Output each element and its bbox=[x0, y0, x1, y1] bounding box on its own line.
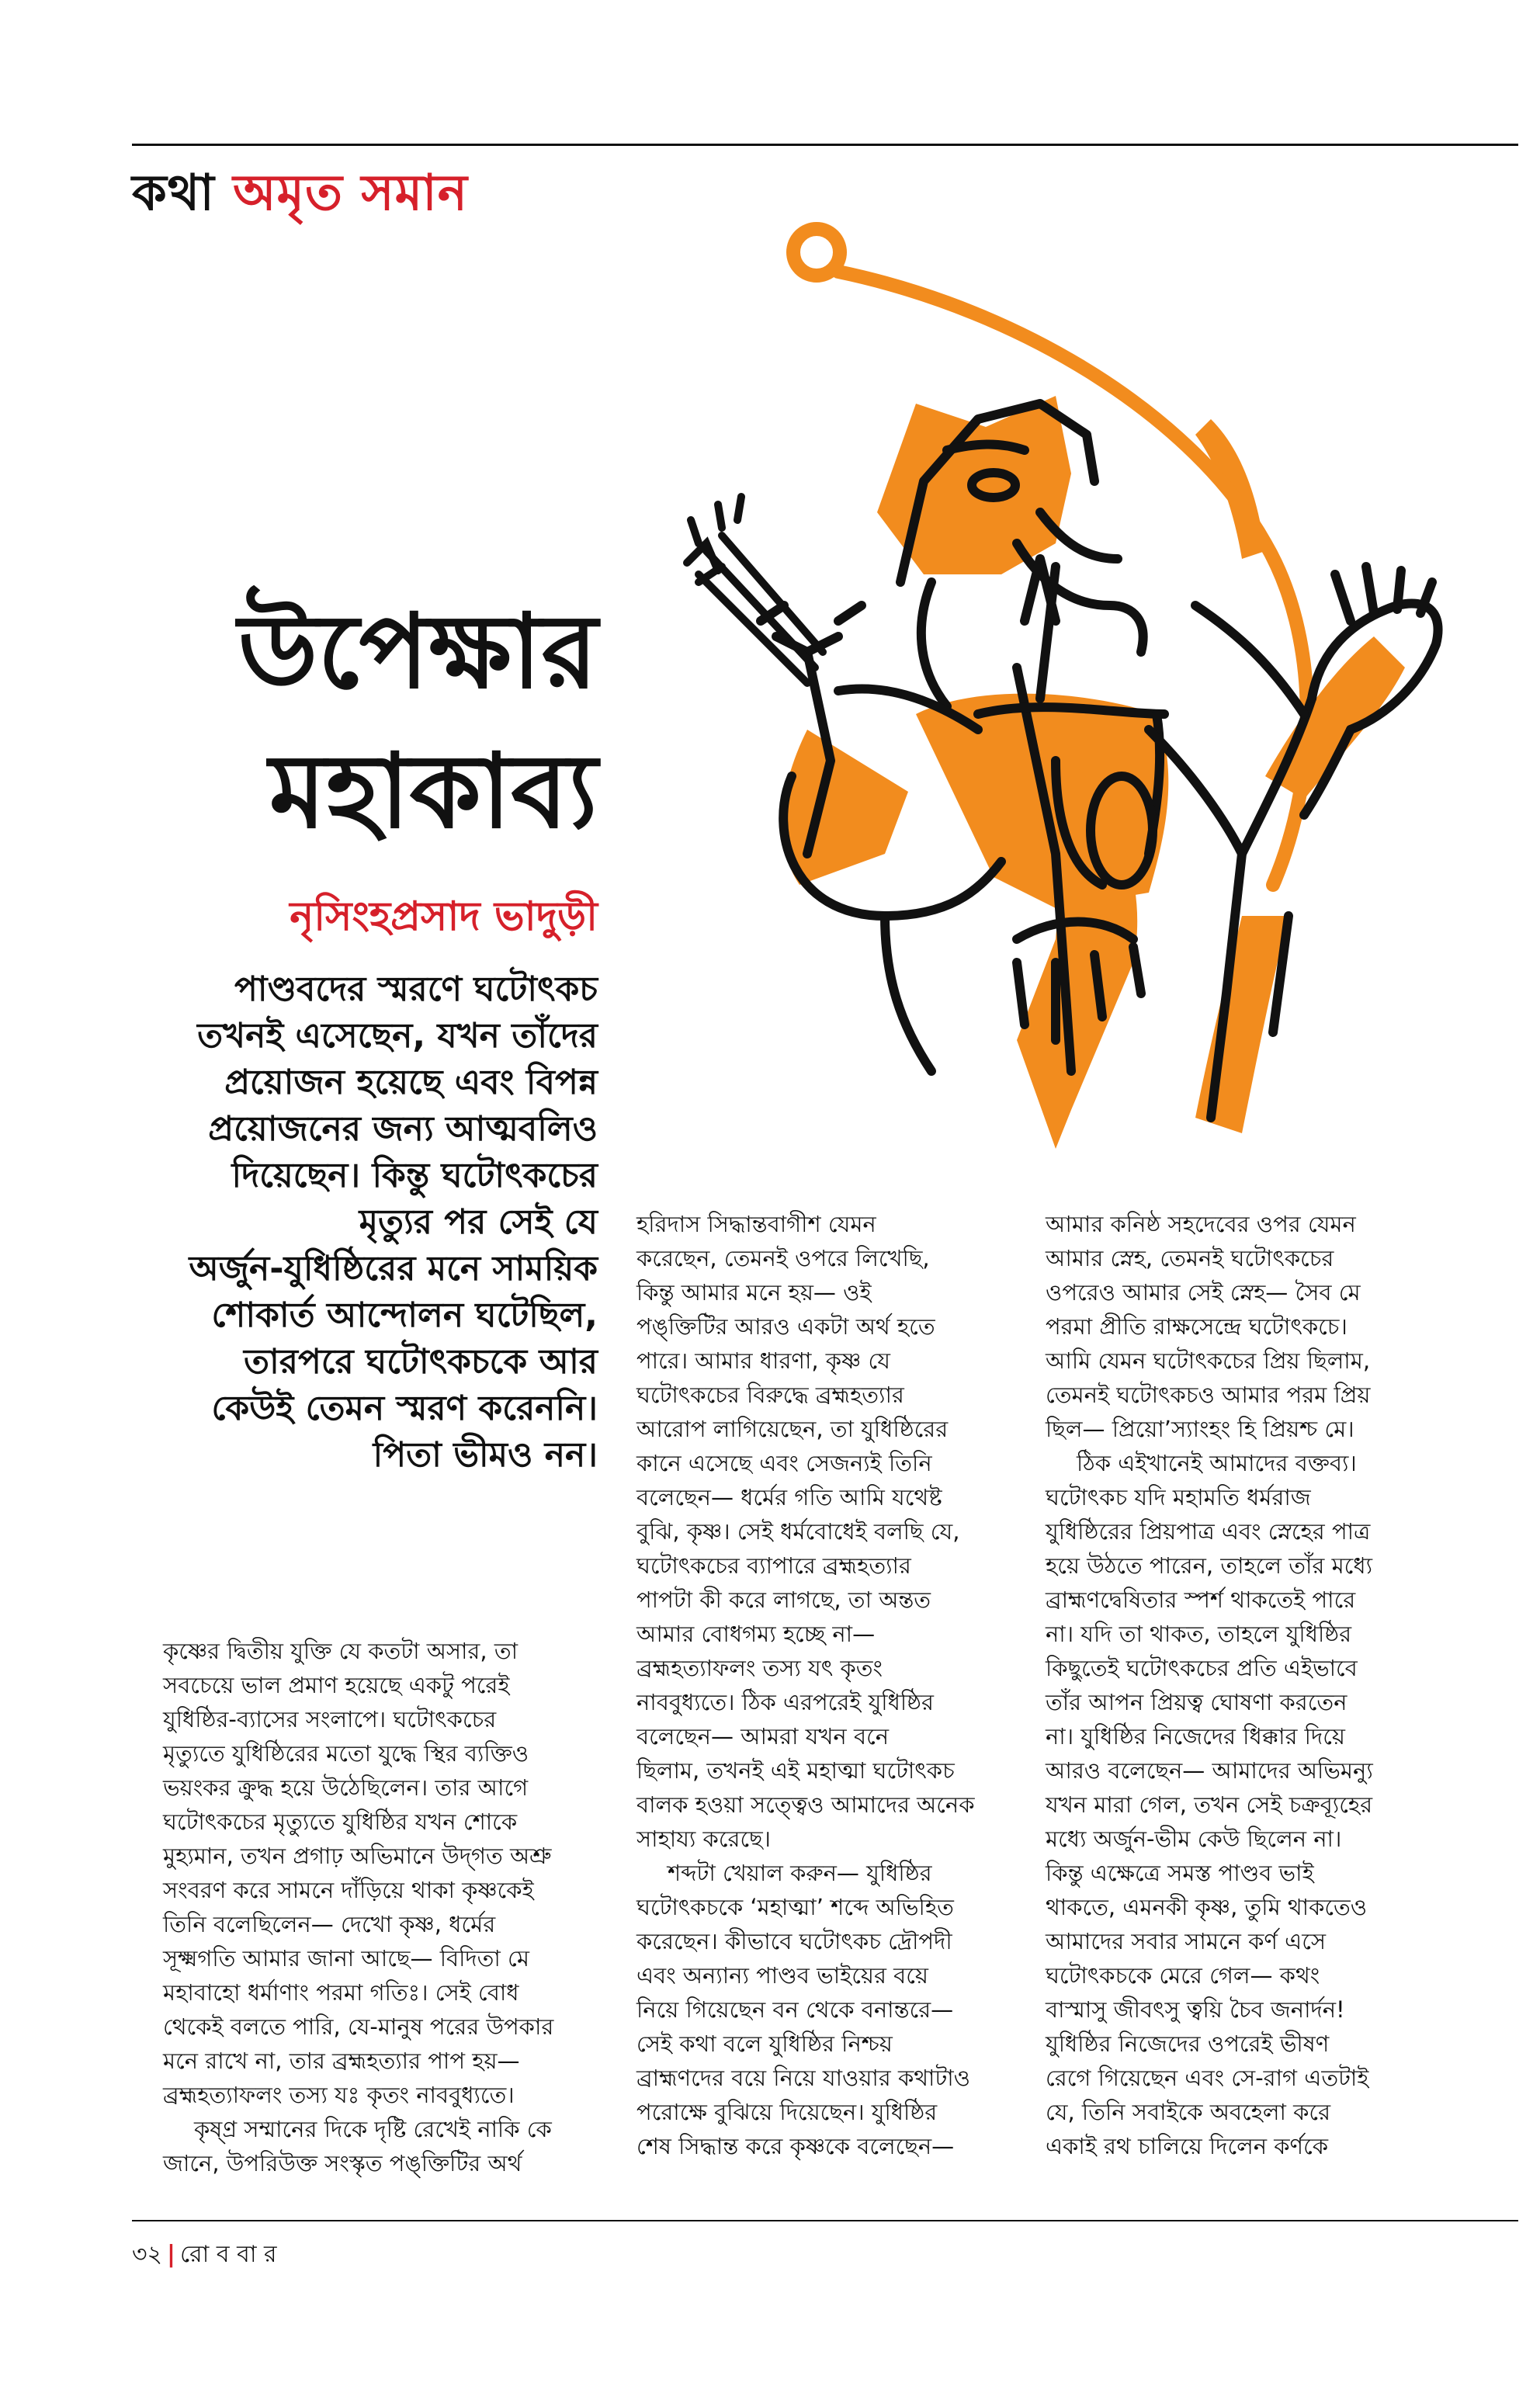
footer-separator: | bbox=[167, 2241, 175, 2268]
body-line: আমাদের সবার সামনে কর্ণ এসে bbox=[1046, 1928, 1327, 1954]
section-label-part1: কথা bbox=[132, 165, 215, 222]
body-line: বাস্মাসু জীবৎসু ত্বয়ি চৈব জনার্দন! bbox=[1046, 1996, 1345, 2023]
headline-line1: উপেক্ষার bbox=[238, 591, 598, 712]
intro-standfirst bbox=[132, 966, 598, 1479]
body-line: যুধিষ্ঠির নিজেদের ওপরেই ভীষণ bbox=[1046, 2031, 1330, 2057]
body-line: বালক হওয়া সত্ত্বেও আমাদের অনেক bbox=[636, 1791, 975, 1818]
section-label bbox=[132, 155, 468, 238]
body-line: তিনি বলেছিলেন— দেখো কৃষ্ণ, ধর্মের bbox=[163, 1911, 496, 1937]
body-line: ব্রাহ্মণদ্বেষিতার স্পর্শ থাকতেই পারে bbox=[1046, 1587, 1356, 1613]
body-line: মৃত্যুতে যুধিষ্ঠিরের মতো যুদ্ধে স্থির ব্যক্তিও bbox=[163, 1740, 529, 1767]
body-line: কানে এসেছে এবং সেজন্যই তিনি bbox=[636, 1450, 932, 1476]
body-line: সংবরণ করে সামনে দাঁড়িয়ে থাকা কৃষ্ণকেই bbox=[163, 1877, 534, 1903]
magazine-name: রো ব বা র bbox=[179, 2241, 277, 2268]
body-line: করেছেন, তেমনই ওপরে লিখেছি, bbox=[636, 1245, 930, 1271]
body-line: মুহ্যমান, তখন প্রগাঢ় অভিমানে উদ্‌গত অশ্রু bbox=[163, 1843, 552, 1869]
body-line: যুধিষ্ঠির-ব্যাসের সংলাপে। ঘটোৎকচের bbox=[163, 1706, 497, 1732]
body-line: ব্রহ্মহত্যাফলং তস্য যঃ কৃতং নাববুধ্যতে। bbox=[163, 2082, 515, 2108]
body-line: পারে। আমার ধারণা, কৃষ্ণ যে bbox=[636, 1347, 890, 1374]
body-line: বলেছেন— ধর্মের গতি আমি যথেষ্ট bbox=[636, 1484, 942, 1510]
body-line: ছিলাম, তখনই এই মহাত্মা ঘটোৎকচ bbox=[636, 1757, 955, 1784]
body-line: পঙ্‌ক্তিটির আরও একটা অর্থ হতে bbox=[636, 1313, 935, 1340]
body-line: আরোপ লাগিয়েছেন, তা যুধিষ্ঠিরের bbox=[636, 1416, 949, 1442]
body-line: আমার স্নেহ, তেমনই ঘটোৎকচের bbox=[1046, 1245, 1334, 1271]
body-line: ঘটোৎকচের ব্যাপারে ব্রহ্মহত্যার bbox=[636, 1552, 911, 1579]
body-column-3 bbox=[1046, 1207, 1465, 2163]
body-line: মহাবাহো ধর্মাণাং পরমা গতিঃ। সেই বোধ bbox=[163, 1979, 519, 2006]
body-line: ঘটোৎকচের মৃত্যুতে যুধিষ্ঠির যখন শোকে bbox=[163, 1809, 518, 1835]
body-line: বুঝি, কৃষ্ণ। সেই ধর্মবোধেই বলছি যে, bbox=[636, 1518, 960, 1545]
body-line: হরিদাস সিদ্ধান্তবাগীশ যেমন bbox=[636, 1211, 876, 1237]
body-column-1 bbox=[163, 1634, 594, 2180]
body-line: কিন্তু আমার মনে হয়— ওই bbox=[636, 1279, 872, 1306]
intro-line: মৃত্যুর পর সেই যে bbox=[359, 1202, 598, 1242]
body-line: আমি যেমন ঘটোৎকচের প্রিয় ছিলাম, bbox=[1046, 1347, 1371, 1374]
body-line: রেগে গিয়েছেন এবং সে-রাগ এতটাই bbox=[1046, 2065, 1369, 2091]
body-line: আমার বোধগম্য হচ্ছে না— bbox=[636, 1621, 876, 1647]
intro-line: তখনই এসেছেন, যখন তাঁদের bbox=[197, 1016, 598, 1056]
body-column-2 bbox=[636, 1207, 1009, 2163]
intro-line: তারপরে ঘটোৎকচকে আর bbox=[244, 1342, 598, 1382]
body-line: কৃষ্ণ্র সম্মানের দিকে দৃষ্টি রেখেই নাকি কে bbox=[194, 2116, 552, 2142]
body-line: পরোক্ষে বুঝিয়ে দিয়েছেন। যুধিষ্ঠির bbox=[636, 2099, 938, 2125]
body-line: তেমনই ঘটোৎকচও আমার পরম প্রিয় bbox=[1046, 1382, 1371, 1408]
body-line: ঘটোৎকচকে ‘মহাত্মা’ শব্দে অভিহিত bbox=[636, 1894, 954, 1920]
body-line: পরমা প্রীতি রাক্ষসেন্দ্রে ঘটোৎকচে। bbox=[1046, 1313, 1348, 1340]
body-line: আরও বলেছেন— আমাদের অভিমন্যু bbox=[1046, 1757, 1373, 1784]
intro-line: কেউই তেমন স্মরণ করেননি। bbox=[211, 1389, 598, 1428]
body-line: ছিল— প্রিয়ো’স্যাংহং হি প্রিয়শ্চ মে। bbox=[1046, 1416, 1354, 1442]
page-number: ৩২ bbox=[132, 2241, 163, 2268]
body-line: ওপরেও আমার সেই স্নেহ— সৈব মে bbox=[1046, 1279, 1361, 1306]
body-line: ঠিক এইখানেই আমাদের বক্তব্য। bbox=[1077, 1450, 1357, 1476]
body-line: ব্রাহ্মণদের বয়ে নিয়ে যাওয়ার কথাটাও bbox=[636, 2065, 971, 2091]
body-line: জানে, উপরিউক্ত সংস্কৃত পঙ্‌ক্তিটির অর্থ bbox=[163, 2150, 522, 2176]
body-line: নিয়ে গিয়েছেন বন থেকে বনান্তরে— bbox=[636, 1996, 954, 2023]
body-line: যুধিষ্ঠিরের প্রিয়পাত্র এবং স্নেহের পাত্র bbox=[1046, 1518, 1371, 1545]
body-line: একাই রথ চালিয়ে দিলেন কর্ণকে bbox=[1046, 2133, 1329, 2159]
intro-line: দিয়েছেন। কিন্তু ঘটোৎকচের bbox=[231, 1156, 598, 1195]
archer-warrior-illustration bbox=[652, 217, 1490, 1188]
body-line: না। যদি তা থাকত, তাহলে যুধিষ্ঠির bbox=[1046, 1621, 1352, 1647]
body-line: সেই কথা বলে যুধিষ্ঠির নিশ্চয় bbox=[636, 2031, 893, 2057]
intro-line: পাণ্ডবদের স্মরণে ঘটোৎকচ bbox=[234, 969, 598, 1009]
top-rule bbox=[132, 144, 1518, 146]
body-line: ভয়ংকর ক্রুদ্ধ হয়ে উঠেছিলেন। তার আগে bbox=[163, 1774, 529, 1801]
page-footer bbox=[132, 2235, 277, 2275]
body-line: হয়ে উঠতে পারেন, তাহলে তাঁর মধ্যে bbox=[1046, 1552, 1372, 1579]
body-line: তাঁর আপন প্রিয়ত্ব ঘোষণা করতেন bbox=[1046, 1689, 1348, 1715]
body-line: পাপটা কী করে লাগছে, তা অন্তত bbox=[636, 1587, 931, 1613]
body-line: থেকেই বলতে পারি, যে-মানুষ পরের উপকার bbox=[163, 2013, 554, 2040]
body-line: নাববুধ্যতে। ঠিক এরপরেই যুধিষ্ঠির bbox=[636, 1689, 934, 1715]
section-label-part2: অমৃত সমান bbox=[233, 165, 468, 222]
body-line: সাহায্য করেছে। bbox=[636, 1826, 772, 1852]
body-line: মনে রাখে না, তার ব্রহ্মহত্যার পাপ হয়— bbox=[163, 2048, 520, 2074]
author-name: নৃসিংহপ্রসাদ ভাদুড়ী bbox=[290, 893, 598, 940]
headline-line2: মহাকাব্য bbox=[269, 731, 598, 851]
intro-line: প্রয়োজনের জন্য আত্মবলিও bbox=[208, 1109, 598, 1149]
body-line: ঘটোৎকচের বিরুদ্ধে ব্রহ্মহত্যার bbox=[636, 1382, 904, 1408]
body-line: মধ্যে অর্জুন-ভীম কেউ ছিলেন না। bbox=[1046, 1826, 1342, 1852]
bottom-rule bbox=[132, 2220, 1518, 2221]
body-line: ঘটোৎকচ যদি মহামতি ধর্মরাজ bbox=[1046, 1484, 1311, 1510]
body-line: কিছুতেই ঘটোৎকচের প্রতি এইভাবে bbox=[1046, 1655, 1358, 1681]
body-line: শব্দটা খেয়াল করুন— যুধিষ্ঠির bbox=[668, 1860, 932, 1886]
body-line: ব্রহ্মহত্যাফলং তস্য যৎ কৃতং bbox=[636, 1655, 883, 1681]
body-line: আমার কনিষ্ঠ সহদেবের ওপর যেমন bbox=[1046, 1211, 1356, 1237]
intro-line: অর্জুন-যুধিষ্ঠিরের মনে সাময়িক bbox=[189, 1249, 598, 1288]
body-line: থাকতে, এমনকী কৃষ্ণ, তুমি থাকতেও bbox=[1046, 1894, 1368, 1920]
body-line: বলেছেন— আমরা যখন বনে bbox=[636, 1723, 890, 1750]
body-line: ঘটোৎকচকে মেরে গেল— কথং bbox=[1046, 1962, 1320, 1989]
body-line: করেছেন। কীভাবে ঘটোৎকচ দ্রৌপদী bbox=[636, 1928, 952, 1954]
body-line: সবচেয়ে ভাল প্রমাণ হয়েছে একটু পরেই bbox=[163, 1672, 510, 1698]
body-line: না। যুধিষ্ঠির নিজেদের ধিক্কার দিয়ে bbox=[1046, 1723, 1345, 1750]
body-line: এবং অন্যান্য পাণ্ডব ভাইয়ের বয়ে bbox=[636, 1962, 929, 1989]
body-line: শেষ সিদ্ধান্ত করে কৃষ্ণকে বলেছেন— bbox=[636, 2133, 955, 2159]
intro-line: শোকার্ত আন্দোলন ঘটেছিল, bbox=[211, 1295, 598, 1335]
body-line: সূক্ষ্মগতি আমার জানা আছে— বিদিতা মে bbox=[163, 1945, 529, 1972]
intro-line: প্রয়োজন হয়েছে এবং বিপন্ন bbox=[224, 1063, 598, 1102]
body-line: কৃষ্ণের দ্বিতীয় যুক্তি যে কতটা অসার, তা bbox=[163, 1638, 518, 1664]
body-line: যে, তিনি সবাইকে অবহেলা করে bbox=[1046, 2099, 1331, 2125]
body-line: যখন মারা গেল, তখন সেই চক্রব্যূহের bbox=[1046, 1791, 1373, 1818]
body-line: কিন্তু এক্ষেত্রে সমস্ত পাণ্ডব ভাই bbox=[1046, 1860, 1314, 1886]
intro-line: পিতা ভীমও নন। bbox=[373, 1435, 598, 1475]
